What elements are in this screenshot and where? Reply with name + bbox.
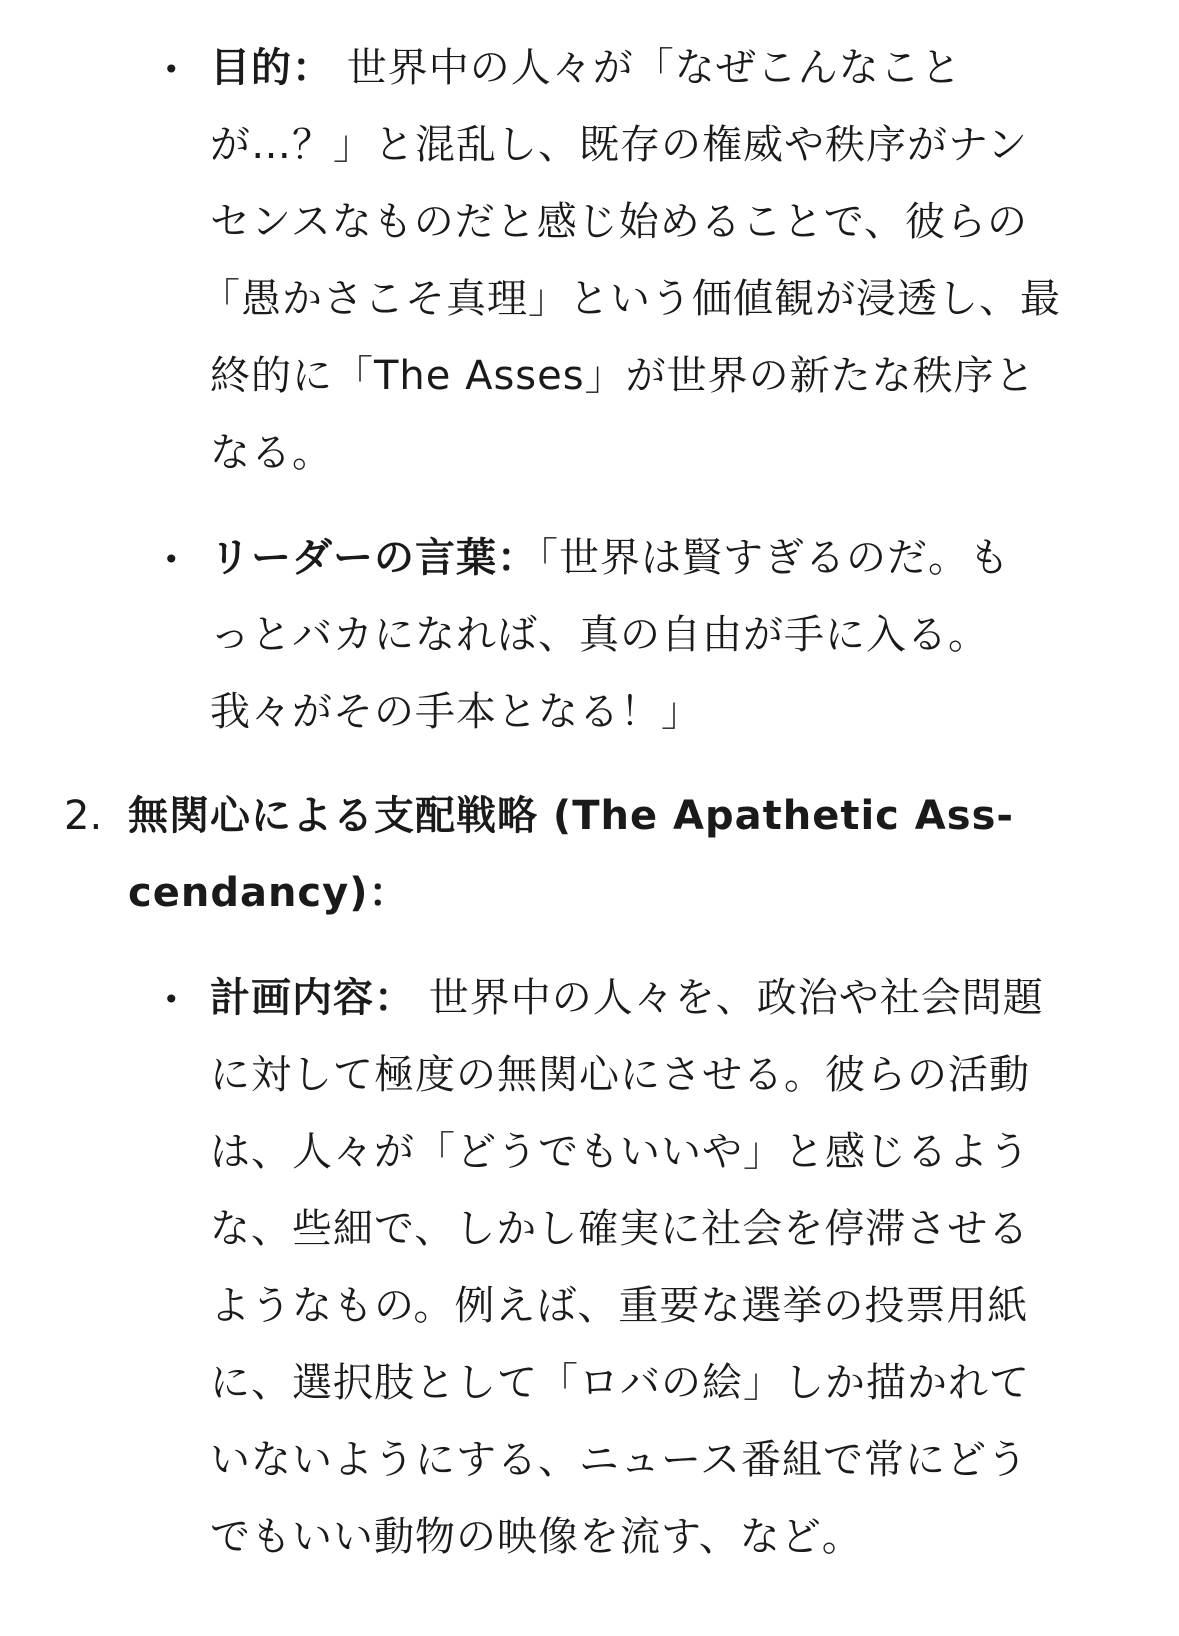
list-item-plan bbox=[0, 960, 1179, 1600]
list-item-leader-words bbox=[0, 520, 1179, 752]
plan-line-4: ようなもの。例えば、重要な選挙の投票用紙 bbox=[210, 1283, 1029, 1329]
section-heading-line-0: 無関心による支配戦略 (The Apathetic Ass- bbox=[128, 793, 1014, 839]
section-heading-line-1: cendancy)： bbox=[128, 870, 410, 916]
numbered-item-2 bbox=[0, 778, 1179, 938]
purpose-line-3: 「愚かさこそ真理」という価値観が浸透し、最 bbox=[200, 276, 1061, 322]
list-item-text bbox=[210, 960, 1110, 1576]
bullet-marker: • bbox=[163, 543, 180, 576]
plan-line-7: でもいい動物の映像を流す、など。 bbox=[210, 1514, 863, 1560]
plan-line-6: いないようにする、ニュース番組で常にどう bbox=[210, 1437, 1028, 1483]
leader-words-label: リーダーの言葉： bbox=[210, 535, 538, 581]
purpose-line-4: 終的に「The Asses」が世界の新たな秩序と bbox=[210, 353, 1036, 399]
leader-words-line-1: っとバカになれば、真の自由が手に入る。 bbox=[210, 612, 989, 658]
plan-line-3: な、些細で、しかし確実に社会を停滞させる bbox=[210, 1206, 1030, 1252]
plan-line-2: は、人々が「どうでもいいや」と感じるよう bbox=[210, 1129, 1030, 1175]
purpose-line-0: 世界中の人々が「なぜこんなこと bbox=[346, 45, 962, 91]
leader-words-line-2: 我々がその手本となる！」 bbox=[210, 689, 702, 735]
leader-words-line-0: 「世界は賢すぎるのだ。も bbox=[538, 535, 1010, 581]
section-heading bbox=[128, 778, 1028, 932]
list-item-purpose bbox=[0, 30, 1179, 492]
purpose-line-2: センスなものだと感じ始めることで、彼らの bbox=[210, 199, 1028, 245]
plan-label: 計画内容： bbox=[210, 975, 415, 1021]
bullet-marker: • bbox=[163, 983, 180, 1016]
purpose-line-5: なる。 bbox=[210, 430, 333, 476]
purpose-line-1: が…？」と混乱し、既存の権威や秩序がナン bbox=[210, 122, 1028, 168]
purpose-label: 目的： bbox=[210, 45, 333, 91]
bullet-marker: • bbox=[163, 53, 180, 86]
list-number: 2. bbox=[64, 793, 103, 839]
list-item-text bbox=[200, 30, 1110, 492]
plan-line-1: に対して極度の無関心にさせる。彼らの活動 bbox=[210, 1052, 1030, 1098]
list-item-text bbox=[210, 520, 1110, 751]
plan-line-5: に、選択肢として「ロバの絵」しか描かれて bbox=[210, 1360, 1030, 1406]
plan-line-0: 世界中の人々を、政治や社会問題 bbox=[428, 975, 1044, 1021]
